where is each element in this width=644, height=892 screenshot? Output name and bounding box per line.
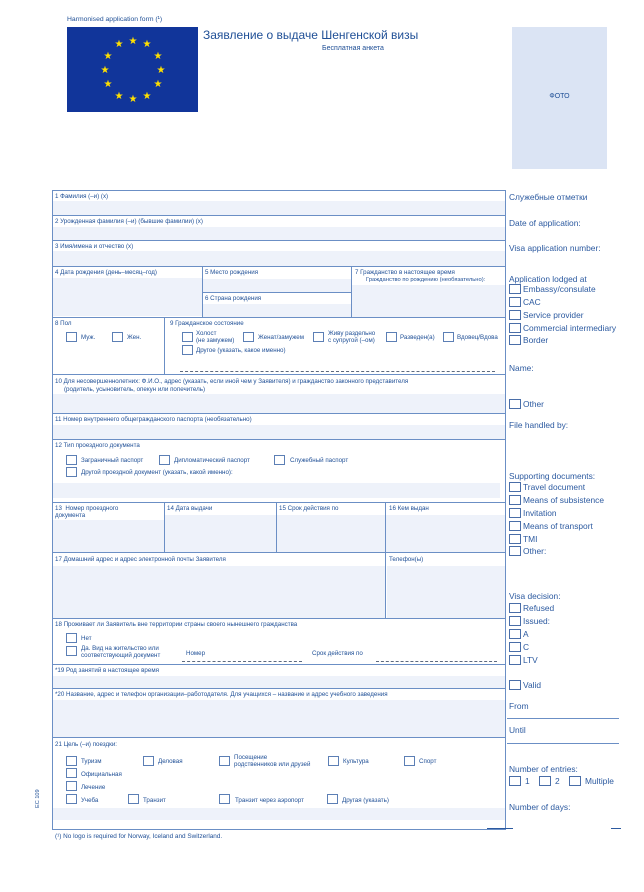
widowed-checkbox[interactable]: [443, 332, 454, 342]
star-icon: ★: [142, 91, 152, 102]
other-document-checkbox[interactable]: [509, 546, 521, 556]
yes-permit-checkbox[interactable]: [66, 646, 77, 656]
star-icon: ★: [128, 36, 138, 47]
type-c-checkbox[interactable]: [509, 642, 521, 652]
field-16-issued-by-label: 16 Кем выдан: [389, 505, 429, 512]
multiple-entries-label: Multiple: [585, 776, 614, 786]
other-status-label: Другое (указать, какое именно): [196, 347, 286, 354]
tmi-label: TMI: [523, 534, 538, 544]
means-of-subsistence-label: Means of subsistence: [523, 495, 605, 505]
service-provider-label: Service provider: [523, 310, 584, 320]
field-3-first-name-label: 3 Имя/имена и отчество (x): [55, 243, 134, 250]
field-5-place-of-birth-label: 5 Место рождения: [205, 269, 259, 276]
business-label: Деловая: [158, 758, 183, 765]
study-checkbox[interactable]: [66, 794, 77, 804]
commercial-intermediary-label: Commercial intermediary: [523, 323, 617, 333]
supporting-documents-label: Supporting documents:: [509, 471, 596, 481]
culture-label: Культура: [343, 758, 369, 765]
embassy-label: Embassy/consulate: [523, 284, 596, 294]
yes-permit-label: Да. Вид на жительство или соответствующий документ: [81, 645, 161, 660]
star-icon: ★: [103, 51, 113, 62]
single-checkbox[interactable]: [182, 332, 193, 342]
type-a-label: A: [523, 629, 529, 639]
official-label: Официальная: [81, 771, 122, 778]
field-15-valid-until-label: 15 Срок действия по: [279, 505, 339, 512]
service-passport-label: Служебный паспорт: [290, 457, 349, 464]
star-icon: ★: [142, 39, 152, 50]
form-code: EC 109: [35, 789, 41, 808]
sport-label: Спорт: [419, 758, 437, 765]
visa-decision-label: Visa decision:: [509, 591, 561, 601]
permit-valid-until-label: Срок действия по: [312, 650, 363, 657]
one-entry-checkbox[interactable]: [509, 776, 521, 786]
field-11-id-number-label: 11 Номер внутреннего общегражданского паспорта (необязательно): [55, 416, 252, 423]
name-label: Name:: [509, 363, 534, 373]
visit-checkbox[interactable]: [219, 756, 230, 766]
medical-checkbox[interactable]: [66, 781, 77, 791]
valid-from-label: From: [509, 701, 529, 711]
married-label: Женат/замужем: [258, 334, 304, 341]
divorced-label: Разведен(а): [400, 334, 435, 341]
male-checkbox[interactable]: [66, 332, 77, 342]
cac-label: CAC: [523, 297, 541, 307]
travel-document-checkbox[interactable]: [509, 482, 521, 492]
diplomatic-passport-checkbox[interactable]: [159, 455, 170, 465]
visa-application-number-label: Visa application number:: [509, 243, 601, 253]
issued-checkbox[interactable]: [509, 616, 521, 626]
other-travel-doc-label: Другой проездной документ (указать, какой именно):: [81, 469, 233, 476]
means-of-subsistence-checkbox[interactable]: [509, 495, 521, 505]
visit-label: Посещение родственников или друзей: [234, 754, 311, 769]
culture-checkbox[interactable]: [328, 756, 339, 766]
female-checkbox[interactable]: [112, 332, 123, 342]
field-7-nationality-birth-label: Гражданство по рождению (необязательно):: [366, 277, 486, 283]
border-label: Border: [523, 335, 549, 345]
eu-flag-logo: [67, 27, 198, 112]
transit-label: Транзит: [143, 797, 166, 804]
one-entry-label: 1: [525, 776, 530, 786]
field-1-surname-label: 1 Фамилия (–и) (x): [55, 193, 109, 200]
no-checkbox[interactable]: [66, 633, 77, 643]
study-label: Учеба: [81, 797, 99, 804]
harmonised-label: Harmonised application form (¹): [67, 16, 163, 23]
tourism-checkbox[interactable]: [66, 756, 77, 766]
cac-checkbox[interactable]: [509, 297, 521, 307]
embassy-checkbox[interactable]: [509, 284, 521, 294]
star-icon: ★: [153, 51, 163, 62]
diplomatic-passport-label: Дипломатический паспорт: [174, 457, 250, 464]
travel-document-label: Travel document: [523, 482, 586, 492]
ordinary-passport-label: Заграничный паспорт: [81, 457, 144, 464]
field-20-employer-label: *20 Название, адрес и телефон организации–работодателя. Для учащихся – название и адрес учебного заведения: [55, 691, 388, 698]
star-icon: ★: [100, 65, 110, 76]
field-14-issue-date-label: 14 Дата выдачи: [167, 505, 213, 512]
medical-label: Лечение: [81, 784, 106, 791]
form-subtitle: Бесплатная анкета: [322, 45, 384, 52]
field-12-travel-doc-type-label: 12 Тип проездного документа: [55, 442, 140, 449]
no-label: Нет: [81, 635, 92, 642]
permit-number-label: Номер: [186, 650, 206, 657]
valid-label: Valid: [523, 680, 542, 690]
star-icon: ★: [114, 91, 124, 102]
field-10-legal-guardian-sub-label: (родитель, усыновитель, опекун или попечитель): [64, 386, 206, 393]
other-travel-doc-checkbox[interactable]: [66, 467, 77, 477]
type-a-checkbox[interactable]: [509, 629, 521, 639]
male-label: Муж.: [81, 334, 96, 341]
field-13-travel-doc-number-label: 13 Номер проездного документа: [55, 505, 119, 520]
single-label: Холост (не замужем): [196, 330, 235, 345]
tourism-label: Туризм: [81, 758, 102, 765]
field-2-surname-at-birth-label: 2 Урожденная фамилия (–и) (бывшие фамилии) (x): [55, 218, 203, 225]
ltv-checkbox[interactable]: [509, 655, 521, 665]
official-use-title: Служебные отметки: [509, 192, 588, 202]
other-label: Other: [523, 399, 544, 409]
field-4-date-of-birth-label: 4 Дата рождения (день–месяц–год): [55, 269, 157, 276]
means-of-transport-label: Means of transport: [523, 521, 593, 531]
service-provider-checkbox[interactable]: [509, 310, 521, 320]
field-9-civil-status-label: 9 Гражданское состояние: [170, 320, 244, 327]
refused-checkbox[interactable]: [509, 603, 521, 613]
field-21-purpose-label: 21 Цель (–и) поездки:: [55, 741, 117, 748]
widowed-label: Вдовец/Вдова: [457, 334, 498, 341]
field-10-legal-guardian-label: 10 Для несовершеннолетних: Ф.И.О., адрес (указать, если иной чем у Заявителя) и гражданство законного представителя: [55, 378, 409, 385]
married-checkbox[interactable]: [243, 332, 254, 342]
field-8-sex-label: 8 Пол: [55, 320, 72, 327]
field-19-occupation-label: *19 Род занятий в настоящее время: [55, 667, 159, 674]
photo-box: [512, 27, 607, 169]
tmi-checkbox[interactable]: [509, 534, 521, 544]
star-icon: ★: [156, 65, 166, 76]
photo-label: ФОТО: [549, 93, 570, 100]
valid-until-label: Until: [509, 725, 526, 735]
sport-checkbox[interactable]: [404, 756, 415, 766]
star-icon: ★: [114, 39, 124, 50]
valid-checkbox[interactable]: [509, 680, 521, 690]
transit-checkbox[interactable]: [128, 794, 139, 804]
other-checkbox[interactable]: [509, 399, 521, 409]
other-purpose-label: Другая (указать): [342, 797, 389, 804]
form-title: Заявление о выдаче Шенгенской визы: [203, 28, 419, 42]
airport-transit-label: Транзит через аэропорт: [235, 797, 304, 804]
issued-label: Issued:: [523, 616, 551, 626]
number-of-entries-label: Number of entries:: [509, 764, 578, 774]
field-6-country-of-birth-label: 6 Страна рождения: [205, 295, 262, 302]
invitation-label: Invitation: [523, 508, 557, 518]
commercial-intermediary-checkbox[interactable]: [509, 323, 521, 333]
two-entries-checkbox[interactable]: [539, 776, 551, 786]
separated-label: Живу раздельно с супругой (–ом): [328, 330, 376, 345]
means-of-transport-checkbox[interactable]: [509, 521, 521, 531]
service-passport-checkbox[interactable]: [274, 455, 285, 465]
application-lodged-label: Application lodged at: [509, 274, 587, 284]
business-checkbox[interactable]: [143, 756, 154, 766]
ordinary-passport-checkbox[interactable]: [66, 455, 77, 465]
other-status-checkbox[interactable]: [182, 345, 193, 355]
female-label: Жен.: [127, 334, 142, 341]
footnote: (¹) No logo is required for Norway, Iceland and Switzerland.: [55, 833, 223, 840]
phone-label: Телефон(ы): [389, 556, 424, 563]
other-document-label: Other:: [523, 546, 547, 556]
date-of-application-label: Date of application:: [509, 218, 581, 228]
other-purpose-checkbox[interactable]: [327, 794, 338, 804]
star-icon: ★: [153, 79, 163, 90]
star-icon: ★: [103, 79, 113, 90]
border-checkbox[interactable]: [509, 335, 521, 345]
file-handled-label: File handled by:: [509, 420, 569, 430]
field-18-residence-label: 18 Проживает ли Заявитель вне территории страны своего нынешнего гражданства: [55, 621, 298, 628]
separated-checkbox[interactable]: [313, 332, 324, 342]
field-7-nationality-label: 7 Гражданство в настоящее время: [355, 269, 455, 276]
two-entries-label: 2: [555, 776, 560, 786]
number-of-days-label: Number of days:: [509, 802, 571, 812]
airport-transit-checkbox[interactable]: [219, 794, 230, 804]
official-checkbox[interactable]: [66, 768, 77, 778]
multiple-entries-checkbox[interactable]: [569, 776, 581, 786]
field-17-home-address-label: 17 Домашний адрес и адрес электронной почты Заявителя: [55, 556, 226, 563]
star-icon: ★: [128, 94, 138, 105]
type-c-label: C: [523, 642, 530, 652]
invitation-checkbox[interactable]: [509, 508, 521, 518]
divorced-checkbox[interactable]: [386, 332, 397, 342]
ltv-label: LTV: [523, 655, 538, 665]
refused-label: Refused: [523, 603, 555, 613]
